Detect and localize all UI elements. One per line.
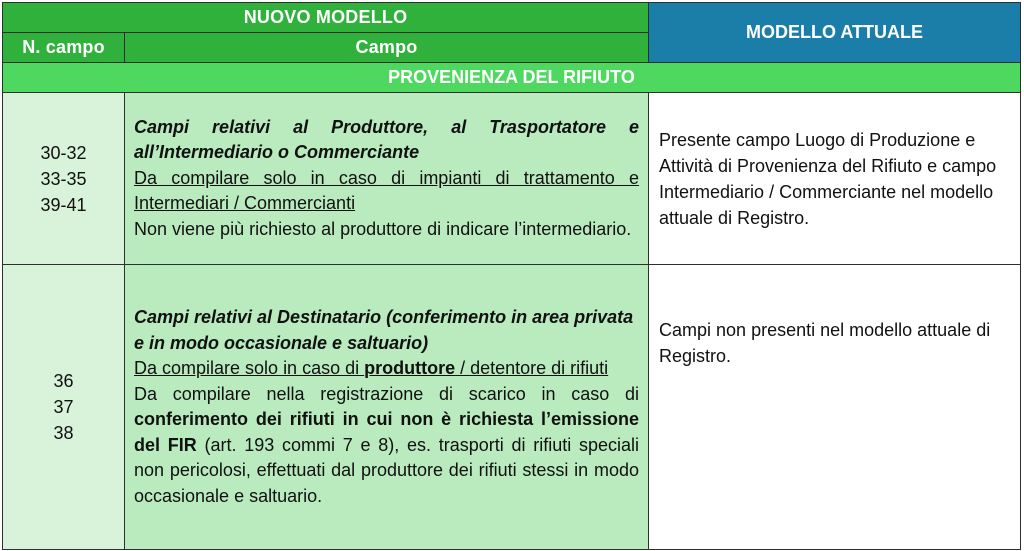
row2-underlined-post: / detentore di rifiuti	[455, 358, 609, 378]
row1-attuale: Presente campo Luogo di Produzione e Attività di Provenienza del Rifiuto e campo Intermediario / Commerciante nel modello attuale di Registro.	[649, 93, 1021, 265]
nuovo-modello-header: NUOVO MODELLO	[3, 3, 649, 33]
row2-attuale: Campi non presenti nel modello attuale di Registro.	[649, 265, 1021, 550]
row1-title: Campi relativi al Produttore, al Trasportatore e all’Intermediario o Commerciante	[134, 116, 640, 163]
n-campo-header: N. campo	[3, 33, 125, 63]
row2-underlined-pre: Da compilare solo in caso di	[134, 358, 365, 378]
row2-text-bold: conferimento dei rifiuti in cui non è richiesta l’emissione del FIR	[134, 409, 640, 455]
row2-title: Campi relativi al Destinatario (conferimento in area privata e in modo occasionale e saltuario)	[134, 307, 634, 353]
row2-campo	[125, 265, 649, 550]
row2-underlined-bold: produttore	[364, 358, 456, 378]
row2-underlined	[134, 356, 639, 382]
modello-attuale-header: MODELLO ATTUALE	[649, 3, 1021, 63]
row1-text: Non viene più richiesto al produttore di indicare l’intermediario.	[134, 218, 632, 239]
row1-number: 33-35	[40, 168, 87, 189]
row1-campo	[125, 93, 649, 265]
row2-number: 38	[53, 423, 74, 443]
campo-header: Campo	[125, 33, 649, 63]
row2-text	[134, 382, 639, 510]
row1-numbers	[3, 93, 125, 265]
row1-number: 30-32	[40, 142, 87, 163]
section-title: PROVENIENZA DEL RIFIUTO	[3, 63, 1021, 93]
row2-number: 36	[53, 371, 74, 391]
comparison-table	[2, 2, 1021, 550]
row2-text-post: (art. 193 commi 7 e 8), es. trasporti di rifiuti speciali non pericolosi, effettuati dal produttore dei rifiuti stessi in modo occasionale e saltuario.	[134, 434, 640, 506]
row1-underlined: Da compilare solo in caso di impianti di trattamento e Intermediari / Commercianti	[134, 167, 640, 214]
row2-text-pre: Da compilare nella registrazione di scarico in caso di	[134, 383, 640, 404]
row1-number: 39-41	[40, 194, 87, 215]
row2-numbers	[3, 265, 125, 550]
row2-number: 37	[53, 397, 74, 417]
